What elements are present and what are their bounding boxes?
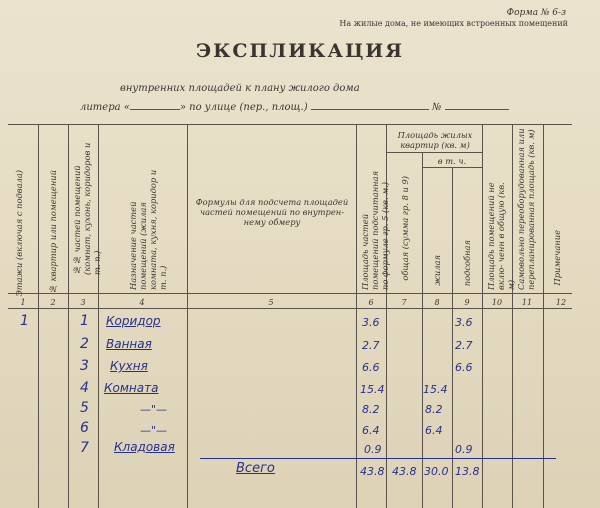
part-number: 1	[80, 313, 89, 329]
total-underline	[200, 458, 556, 459]
room-area: 6.6	[362, 361, 380, 374]
sub-header: в т. ч.	[437, 156, 467, 166]
part-number: 6	[80, 420, 89, 436]
col10-header: Площадь помещений не вклю- ченн в общую (кв. м)	[486, 182, 516, 290]
part-number: 2	[80, 336, 89, 352]
col8-header: жилая	[432, 255, 442, 286]
total-living-area: 30.0	[424, 465, 449, 478]
col-number: 6	[368, 298, 374, 307]
room-purpose: —"—	[140, 424, 168, 437]
number-blank	[445, 109, 509, 110]
col-number: 7	[401, 298, 407, 307]
form-number: Форма № 6-з	[506, 8, 566, 18]
col-number: 1	[20, 298, 26, 307]
total-label: Всего	[236, 461, 275, 476]
street-label: » по улице (пер., площ.)	[179, 102, 308, 113]
col11-header: Самовольно переоборудованная или перепланированная площадь (кв. м)	[516, 128, 536, 290]
col3-header: №№ частей помещений (комнат, кухонь, коридоров и т. п.)	[72, 142, 102, 275]
room-purpose: Кладовая	[114, 440, 175, 454]
room-area: 0.9	[364, 443, 382, 456]
aux-area: 2.7	[455, 339, 473, 352]
street-blank	[311, 109, 429, 110]
litera-blank	[130, 108, 180, 110]
aux-area: 0.9	[455, 443, 473, 456]
part-number: 3	[80, 358, 89, 374]
room-area: 2.7	[362, 339, 380, 352]
col-number: 8	[434, 298, 440, 307]
total-room-area: 43.8	[360, 465, 385, 478]
form-note: На жилые дома, не имеющих встроенных помещений	[339, 19, 568, 28]
col5-header: Формулы для подсчета площадей частей помещений по внутрен- нему обмеру	[195, 197, 349, 227]
address-line	[80, 102, 509, 113]
aux-area: 6.6	[455, 361, 473, 374]
col7-header: общая (сумма гр. 8 и 9)	[400, 176, 410, 281]
room-purpose: Комната	[104, 381, 159, 395]
total-overall-area: 43.8	[392, 465, 417, 478]
room-area: 6.4	[362, 424, 380, 437]
part-number: 5	[80, 400, 89, 416]
col-number: 5	[268, 298, 274, 307]
room-area: 3.6	[362, 316, 380, 329]
room-purpose: Кухня	[110, 359, 148, 373]
col6-header: Площадь частей помещений подсчитанная по формуле гр. 5 (кв. м.)	[360, 170, 390, 290]
document-subtitle: внутренних площадей к плану жилого дома	[120, 83, 360, 94]
living-area: 8.2	[425, 403, 443, 416]
col-number: 12	[555, 298, 567, 307]
col9-header: подсобная	[462, 240, 472, 287]
room-area: 8.2	[362, 403, 380, 416]
col-number: 3	[80, 298, 86, 307]
col12-header: Примечание	[552, 230, 562, 286]
litera-label: литера «	[80, 102, 130, 113]
part-number: 4	[80, 380, 89, 396]
floor-value: 1	[20, 313, 29, 329]
col-number: 11	[521, 298, 533, 307]
col2-header: № квартир или помещений	[48, 170, 58, 294]
col-number: 9	[464, 298, 470, 307]
number-label: №	[431, 102, 442, 113]
part-number: 7	[80, 440, 89, 456]
col-number: 4	[139, 298, 145, 307]
col4-header: Назначение частей помещений (жилая комната, кухня, коридор и т. п.)	[128, 169, 168, 290]
group-header: Площадь жилых квартир (кв. м)	[397, 130, 473, 150]
room-area: 15.4	[360, 383, 385, 396]
col1-header: Этажи (включая с подвала)	[14, 170, 24, 297]
room-purpose: Ванная	[106, 337, 152, 351]
document-title: ЭКСПЛИКАЦИЯ	[195, 40, 405, 62]
col-number: 2	[50, 298, 56, 307]
living-area: 6.4	[425, 424, 443, 437]
room-purpose: —"—	[140, 403, 168, 416]
col-number: 10	[491, 298, 503, 307]
room-purpose: Коридор	[106, 314, 161, 328]
total-aux-area: 13.8	[455, 465, 480, 478]
aux-area: 3.6	[455, 316, 473, 329]
living-area: 15.4	[423, 383, 448, 396]
